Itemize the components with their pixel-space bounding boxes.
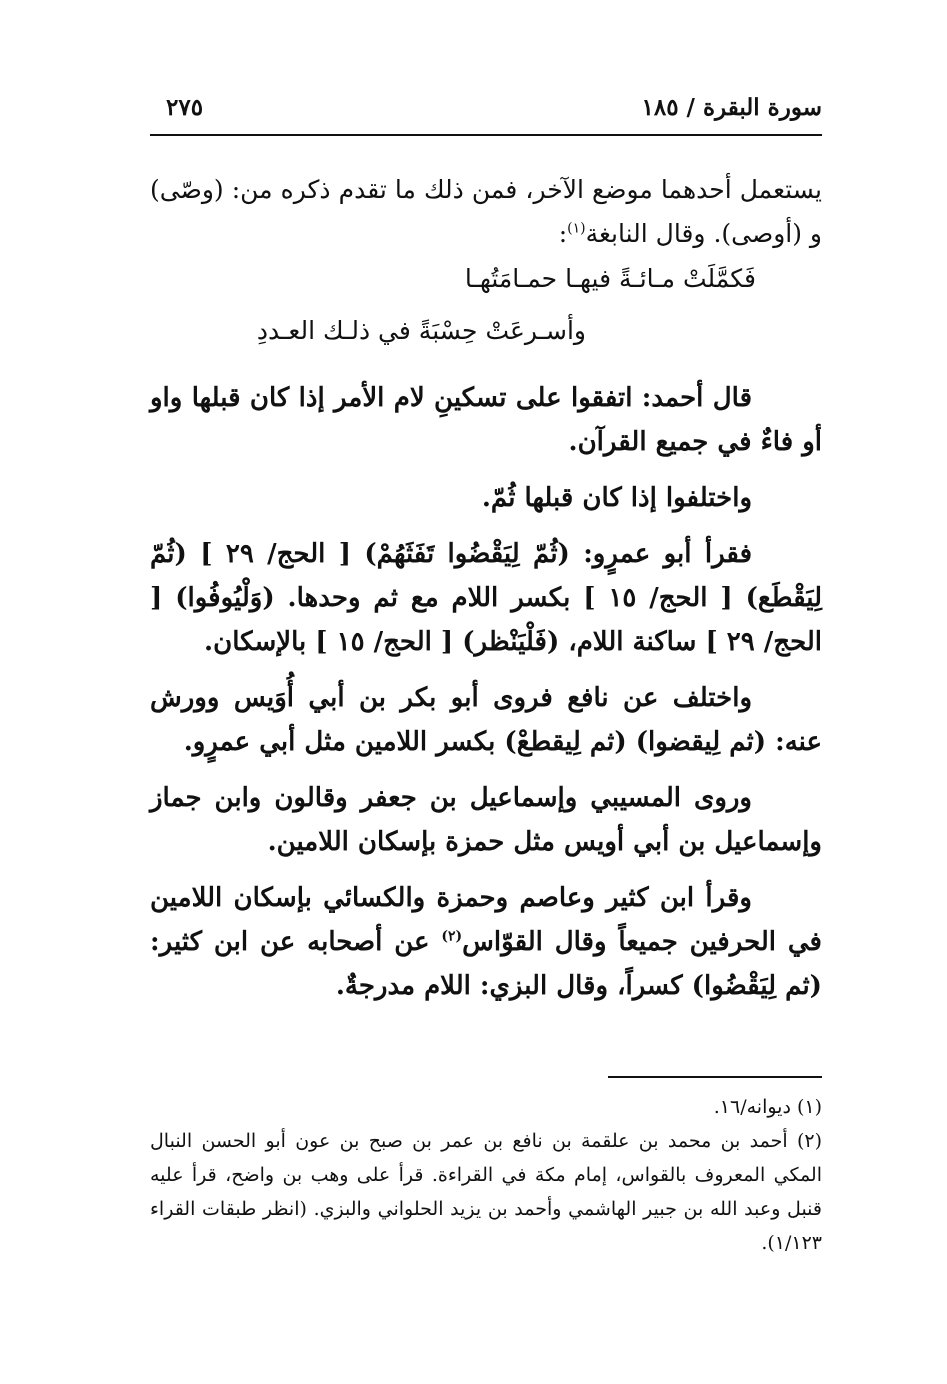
- paragraph-musayyibi: وروى المسيبي وإسماعيل بن جعفر وقالون وابن جماز وإسماعيل بن أبي أويس مثل حمزة بإسكان اللامين.: [150, 783, 822, 857]
- footnote-ref-2[interactable]: (٢): [441, 928, 463, 945]
- page-number: ٢٧٥: [166, 94, 204, 121]
- paragraph-disagreement: واختلفوا إذا كان قبلها ثُمّ.: [481, 483, 752, 513]
- paragraph-ibn-kathir-text-b: عن أصحابه عن ابن كثير: (ثم لِيَقْضُوا) كسراً، وقال البزي: اللام مدرجةٌ.: [150, 927, 822, 1001]
- paragraph-ibn-kathir-text-a: وقرأ ابن كثير وعاصم وحمزة والكسائي بإسكان اللامين في الحرفين جميعاً وقال القوّاس: [150, 883, 822, 957]
- verse-line-1: فَكمَّلَتْ مـائـةً فيهـا حمـامَتُهـا: [464, 264, 756, 293]
- footnote-divider: [608, 1076, 822, 1078]
- header-divider: [150, 134, 822, 136]
- paragraph-intro-end: :: [558, 219, 568, 248]
- page-header: [150, 92, 822, 132]
- paragraph-nafi: واختلف عن نافع فروى أبو بكر بن أبي أُوَيس وورش عنه: (ثم لِيقضوا) (ثم لِيقطعْ) بكسر اللامين مثل أبي عمرٍو.: [150, 683, 822, 757]
- footnote-ref-1[interactable]: (١): [567, 220, 586, 237]
- paragraph-ahmad: قال أحمد: اتفقوا على تسكينِ لام الأمر إذا كان قبلها واو أو فاءٌ في جميع القرآن.: [150, 383, 822, 457]
- paragraph-intro-text: يستعمل أحدهما موضع الآخر، فمن ذلك ما تقدم ذكره من: (وصّى) و (أوصى). وقال النابغة: [150, 175, 822, 248]
- running-title: سورة البقرة / ١٨٥: [641, 94, 822, 121]
- paragraph-abu-amr: فقرأ أبو عمرٍو: (ثُمّ لِيَقْضُوا تَفَثَهُمْ) [ الحج/ ٢٩ ] (ثُمّ لِيَقْطَع) [ الحج/ ١٥ ] بكسر اللام مع ثم وحدها. (وَلْيُوفُوا) [ الحج/ ٢٩ ] ساكنة اللام، (فَلْيَنْظر) [ الحج/ ١٥ ] بالإسكان.: [150, 539, 822, 657]
- paragraph-ibn-kathir: [150, 876, 822, 1008]
- footnote-1: (١) ديوانه/١٦.: [713, 1096, 822, 1118]
- paragraph-intro: [150, 168, 822, 256]
- poetry-verse: [150, 260, 822, 372]
- main-text: [150, 168, 822, 1008]
- verse-line-2: وأسـرعَتْ حِسْبَةً في ذلـك العـددِ: [256, 316, 586, 345]
- footnote-2: (٢) أحمد بن محمد بن علقمة بن نافع بن عمر بن صبح بن عون أبو الحسن النبال المكي المعروف بالقواس، إمام مكة في القراءة. قرأ على وهب بن واضح، قرأ عليه قنبل وعبد الله بن جبير الهاشمي وأحمد بن يزيد الحلواني والبزي. (انظر طبقات القراء ١/١٢٣).: [150, 1130, 822, 1254]
- footnotes: [150, 1090, 822, 1260]
